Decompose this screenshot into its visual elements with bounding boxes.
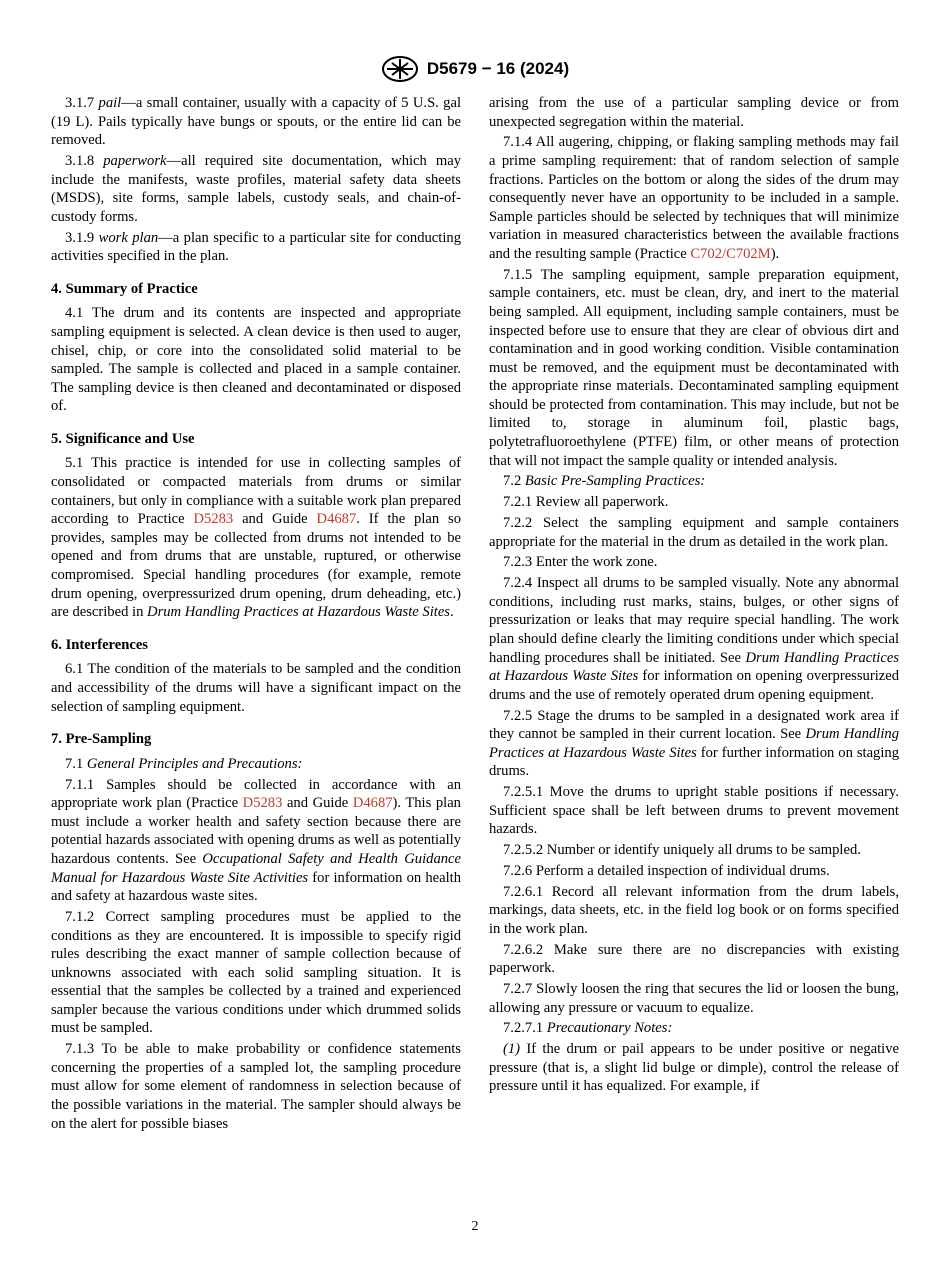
section-3-1-9: 3.1.9 work plan—a plan specific to a particular site for conducting activities specified in the plan. xyxy=(51,229,461,265)
astm-logo-icon xyxy=(381,56,419,82)
right-column xyxy=(489,94,899,1098)
heading-interferences: 6. Interferences xyxy=(51,636,148,653)
section-6-1: 6.1 The condition of the materials to be sampled and the condition and accessibility of the drums will have a significant impact on the selection of sampling equipment. xyxy=(51,661,461,715)
section-7-2: 7.2 Basic Pre-Sampling Practices: xyxy=(503,473,706,490)
heading-pre-sampling: 7. Pre-Sampling xyxy=(51,731,152,748)
section-7-2-1: 7.2.1 Review all paperwork. xyxy=(503,494,669,511)
section-7-2-4: 7.2.4 Inspect all drums to be sampled visually. Note any abnormal conditions, including rust marks, stains, bulges, or other signs of pressurization or leaks that may require special handling. The work plan should define clearly the limiting conditions under which special handling procedures shall be initiated. See Drum Handling Practices at Hazardous Waste Sites for information on opening overpressurized drums and the use of remotely operated drum opening equipment. xyxy=(489,575,899,703)
section-3-1-7: 3.1.7 pail—a small container, usually with a capacity of 5 U.S. gal (19 L). Pails typically have bungs or spouts, or the entire lid can be removed. xyxy=(51,95,461,149)
section-7-1-3-continued: arising from the use of a particular sampling device or from unexpected segregation within the material. xyxy=(489,95,899,130)
heading-summary-of-practice: 4. Summary of Practice xyxy=(51,280,198,297)
section-7-1: 7.1 General Principles and Precautions: xyxy=(65,755,303,772)
link-c702[interactable]: C702/C702M xyxy=(690,245,771,262)
page-number: 2 xyxy=(471,1219,479,1234)
note-1: (1) If the drum or pail appears to be under positive or negative pressure (that is, a slight lid bulge or dimple), control the release of pressure until it has equalized. For example, if xyxy=(489,1041,899,1095)
section-7-2-6-2: 7.2.6.2 Make sure there are no discrepancies with existing paperwork. xyxy=(489,941,899,977)
link-d4687[interactable]: D4687 xyxy=(352,795,393,812)
section-7-2-5: 7.2.5 Stage the drums to be sampled in a designated work area if they cannot be sampled in their current location. See Drum Handling Practices at Hazardous Waste Sites for further information on staging drums. xyxy=(489,707,899,780)
section-7-2-7-1: 7.2.7.1 Precautionary Notes: xyxy=(503,1020,673,1037)
section-7-1-3: 7.1.3 To be able to make probability or confidence statements concerning the properties of a sampled lot, the sampling procedure must allow for some element of randomness in selection because of the possible variations in the material. The sampler should always be on the alert for possible biases xyxy=(51,1041,461,1132)
section-7-1-1: 7.1.1 Samples should be collected in accordance with an appropriate work plan (Practice D5283 and Guide D4687). This plan must include a worker health and safety section because there are potential hazards associated with opening drums as well as potentially hazardous contents. See Occupational Safety and Health Guidance Manual for Hazardous Waste Site Activities for information on health and safety at hazardous waste sites. xyxy=(51,776,462,905)
section-7-1-2: 7.1.2 Correct sampling procedures must be applied to the conditions as they are encountered. It is impossible to specify rigid rules describing the exact manner of sample collection because of unknowns associated with each solid sampling situation. It is essential that the samples be collected by a trained and experienced sampler because the various conditions under which drummed solids must be sampled. xyxy=(51,908,461,1037)
page-header xyxy=(0,56,950,84)
standard-designation: D5679 − 16 (2024) xyxy=(426,59,570,78)
link-d4687[interactable]: D4687 xyxy=(316,511,357,528)
section-7-1-4: 7.1.4 All augering, chipping, or flaking sampling methods may fail a prime sampling requirement: that of random selection of sample fractions. Particles on the bottom or along the sides of the drum may consequently never have an opportunity to be included in a sample. Sample particles should be selected by techniques that will minimize variation in measured characteristics between the available fractions and the resulting sample (Practice C702/C702M). xyxy=(489,134,899,262)
section-7-2-5-1: 7.2.5.1 Move the drums to upright stable positions if necessary. Sufficient space shall be left between drums to prevent movement hazards. xyxy=(489,784,899,838)
section-7-2-6-1: 7.2.6.1 Record all relevant information from the drum labels, markings, data sheets, etc. in the field log book or on forms specified in the work plan. xyxy=(489,883,899,937)
link-d5283[interactable]: D5283 xyxy=(242,795,283,812)
section-5-1: 5.1 This practice is intended for use in collecting samples of consolidated or compacted materials from drums or similar containers, but only in compliance with a suitable work plan prepared according to Practice D5283 and Guide D4687. If the plan so provides, samples may be collected from drums not intended to be opened and from drums that are unstable, ruptured, or otherwise compromised. Special handling procedures (for example, remote drum opening, overpressurized drum opening, drum deheading, etc.) are described in Drum Handling Practices at Hazardous Waste Sites. xyxy=(51,455,462,621)
section-3-1-8: 3.1.8 paperwork—all required site documentation, which may include the manifests, waste profiles, material safety data sheets (MSDS), site forms, sample labels, custody seals, and chain-of-custody forms. xyxy=(51,152,461,225)
left-column xyxy=(51,94,461,1135)
section-7-2-2: 7.2.2 Select the sampling equipment and sample containers appropriate for the material in the drum as detailed in the work plan. xyxy=(489,515,899,550)
section-7-2-5-2: 7.2.5.2 Number or identify uniquely all drums to be sampled. xyxy=(503,842,861,859)
heading-significance-and-use: 5. Significance and Use xyxy=(51,430,195,447)
section-7-2-3: 7.2.3 Enter the work zone. xyxy=(503,554,658,571)
section-7-2-6: 7.2.6 Perform a detailed inspection of individual drums. xyxy=(503,862,830,879)
section-7-2-7: 7.2.7 Slowly loosen the ring that secures the lid or loosen the bung, allowing any pressure or vacuum to equalize. xyxy=(489,980,899,1016)
link-d5283[interactable]: D5283 xyxy=(193,511,234,528)
section-4-1: 4.1 The drum and its contents are inspected and appropriate sampling equipment is selected. A clean device is then used to auger, chisel, chip, or core into the consolidated solid material to be sampled. The sample is collected and placed in a sample container. The sampling device is then cleaned and decontaminated or disposed of. xyxy=(51,305,461,415)
section-7-1-5: 7.1.5 The sampling equipment, sample preparation equipment, sample containers, etc. must be clean, dry, and inert to the material being sampled. All equipment, including sample containers, must be inspected before use to ensure that they are clear of obvious dirt and contamination and in good working condition. Visible contamination must be removed, and the equipment must be decontaminated with the appropriate rinse materials. Decontaminated sampling equipment should be protected from contamination. This may include, but not be limited to, storage in aluminum foil, plastic bags, polytetrafluoroethylene (PTFE) film, or other means of protection that will not impact the sample quality or intended analysis. xyxy=(489,266,899,469)
